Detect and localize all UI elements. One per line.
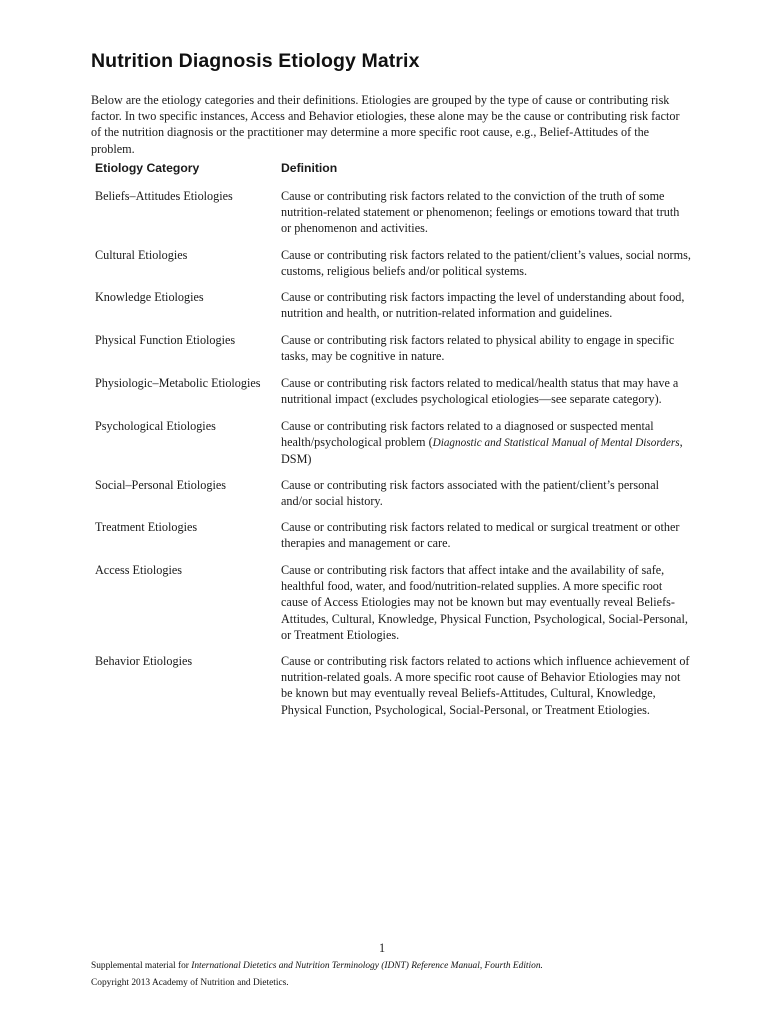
- row-category: Behavior Etiologies: [95, 654, 193, 668]
- row-definition: Cause or contributing risk factors related to the conviction of the truth of some nutrition-related statement or phenomenon; feelings or emotions toward that truth or phenomenon and activities.: [281, 189, 680, 236]
- page-title: Nutrition Diagnosis Etiology Matrix: [91, 50, 420, 72]
- row-definition: [281, 418, 691, 468]
- footer-copyright: Copyright 2013 Academy of Nutrition and Dietetics.: [91, 978, 289, 988]
- row-category: Cultural Etiologies: [95, 248, 188, 262]
- row-category: Physiologic–Metabolic Etiologies: [95, 376, 261, 390]
- row-definition: Cause or contributing risk factors impacting the level of understanding about food, nutrition and health, or nutrition-related information and guidelines.: [281, 290, 685, 321]
- row-definition: Cause or contributing risk factors related to actions which influence achievement of nutrition-related goals. A more specific root cause of Behavior Etiologies may not be known but may eventually reveal Beliefs-Attitudes, Cultural, Knowledge, Physical Function, Psychological, Social-Personal, or Treatment Etiologies.: [281, 654, 690, 717]
- dsm-title: Diagnostic and Statistical Manual of Mental Disorders: [432, 437, 680, 450]
- row-definition: Cause or contributing risk factors associated with the patient/client’s personal and/or social history.: [281, 478, 660, 509]
- footer-supplemental: [91, 961, 543, 971]
- row-category: Beliefs–Attitudes Etiologies: [95, 189, 233, 203]
- row-category: Social–Personal Etiologies: [95, 478, 226, 492]
- table-header: [95, 161, 695, 189]
- row-category: Physical Function Etiologies: [95, 333, 236, 347]
- row-definition: Cause or contributing risk factors related to medical or surgical treatment or other therapies and management or care.: [281, 520, 680, 551]
- footer-text: Supplemental material for: [91, 961, 192, 971]
- row-category: Treatment Etiologies: [95, 520, 198, 534]
- row-definition: Cause or contributing risk factors related to the patient/client’s values, social norms, customs, religious beliefs and/or political systems.: [281, 248, 691, 279]
- definition-text: , DSM): [281, 435, 683, 467]
- header-definition: Definition: [281, 161, 338, 175]
- row-category: Access Etiologies: [95, 563, 182, 577]
- definition-text: Cause or contributing risk factors related to a diagnosed or suspected mental health/psychological problem (: [281, 419, 654, 450]
- manual-title: International Dietetics and Nutrition Terminology (IDNT) Reference Manual, Fourth Edition.: [191, 961, 543, 971]
- row-definition: Cause or contributing risk factors related to medical/health status that may have a nutritional impact (excludes psychological etiologies—see separate category).: [281, 376, 679, 407]
- etiology-table: [95, 161, 695, 717]
- page-number: 1: [379, 941, 386, 955]
- row-definition: Cause or contributing risk factors that affect intake and the availability of safe, healthful food, water, and food/nutrition-related supplies. A more specific root cause of Access Etiologies may not be known but may eventually reveal Beliefs-Attitudes, Cultural, Knowledge, Physical Function, Psychological, Social-Personal, or Treatment Etiologies.: [281, 563, 688, 642]
- row-definition: Cause or contributing risk factors related to physical ability to engage in specific tasks, may be cognitive in nature.: [281, 333, 675, 364]
- intro-paragraph: Below are the etiology categories and their definitions. Etiologies are grouped by the type of cause or contributing risk factor. In two specific instances, Access and Behavior etiologies, these alone may be the cause or contributing risk factor of the nutrition diagnosis or the practitioner may determine a more specific root cause, e.g., Belief-Attitudes of the problem.: [91, 93, 680, 156]
- header-category: Etiology Category: [95, 161, 200, 175]
- row-category: Knowledge Etiologies: [95, 290, 204, 304]
- row-category: Psychological Etiologies: [95, 419, 216, 433]
